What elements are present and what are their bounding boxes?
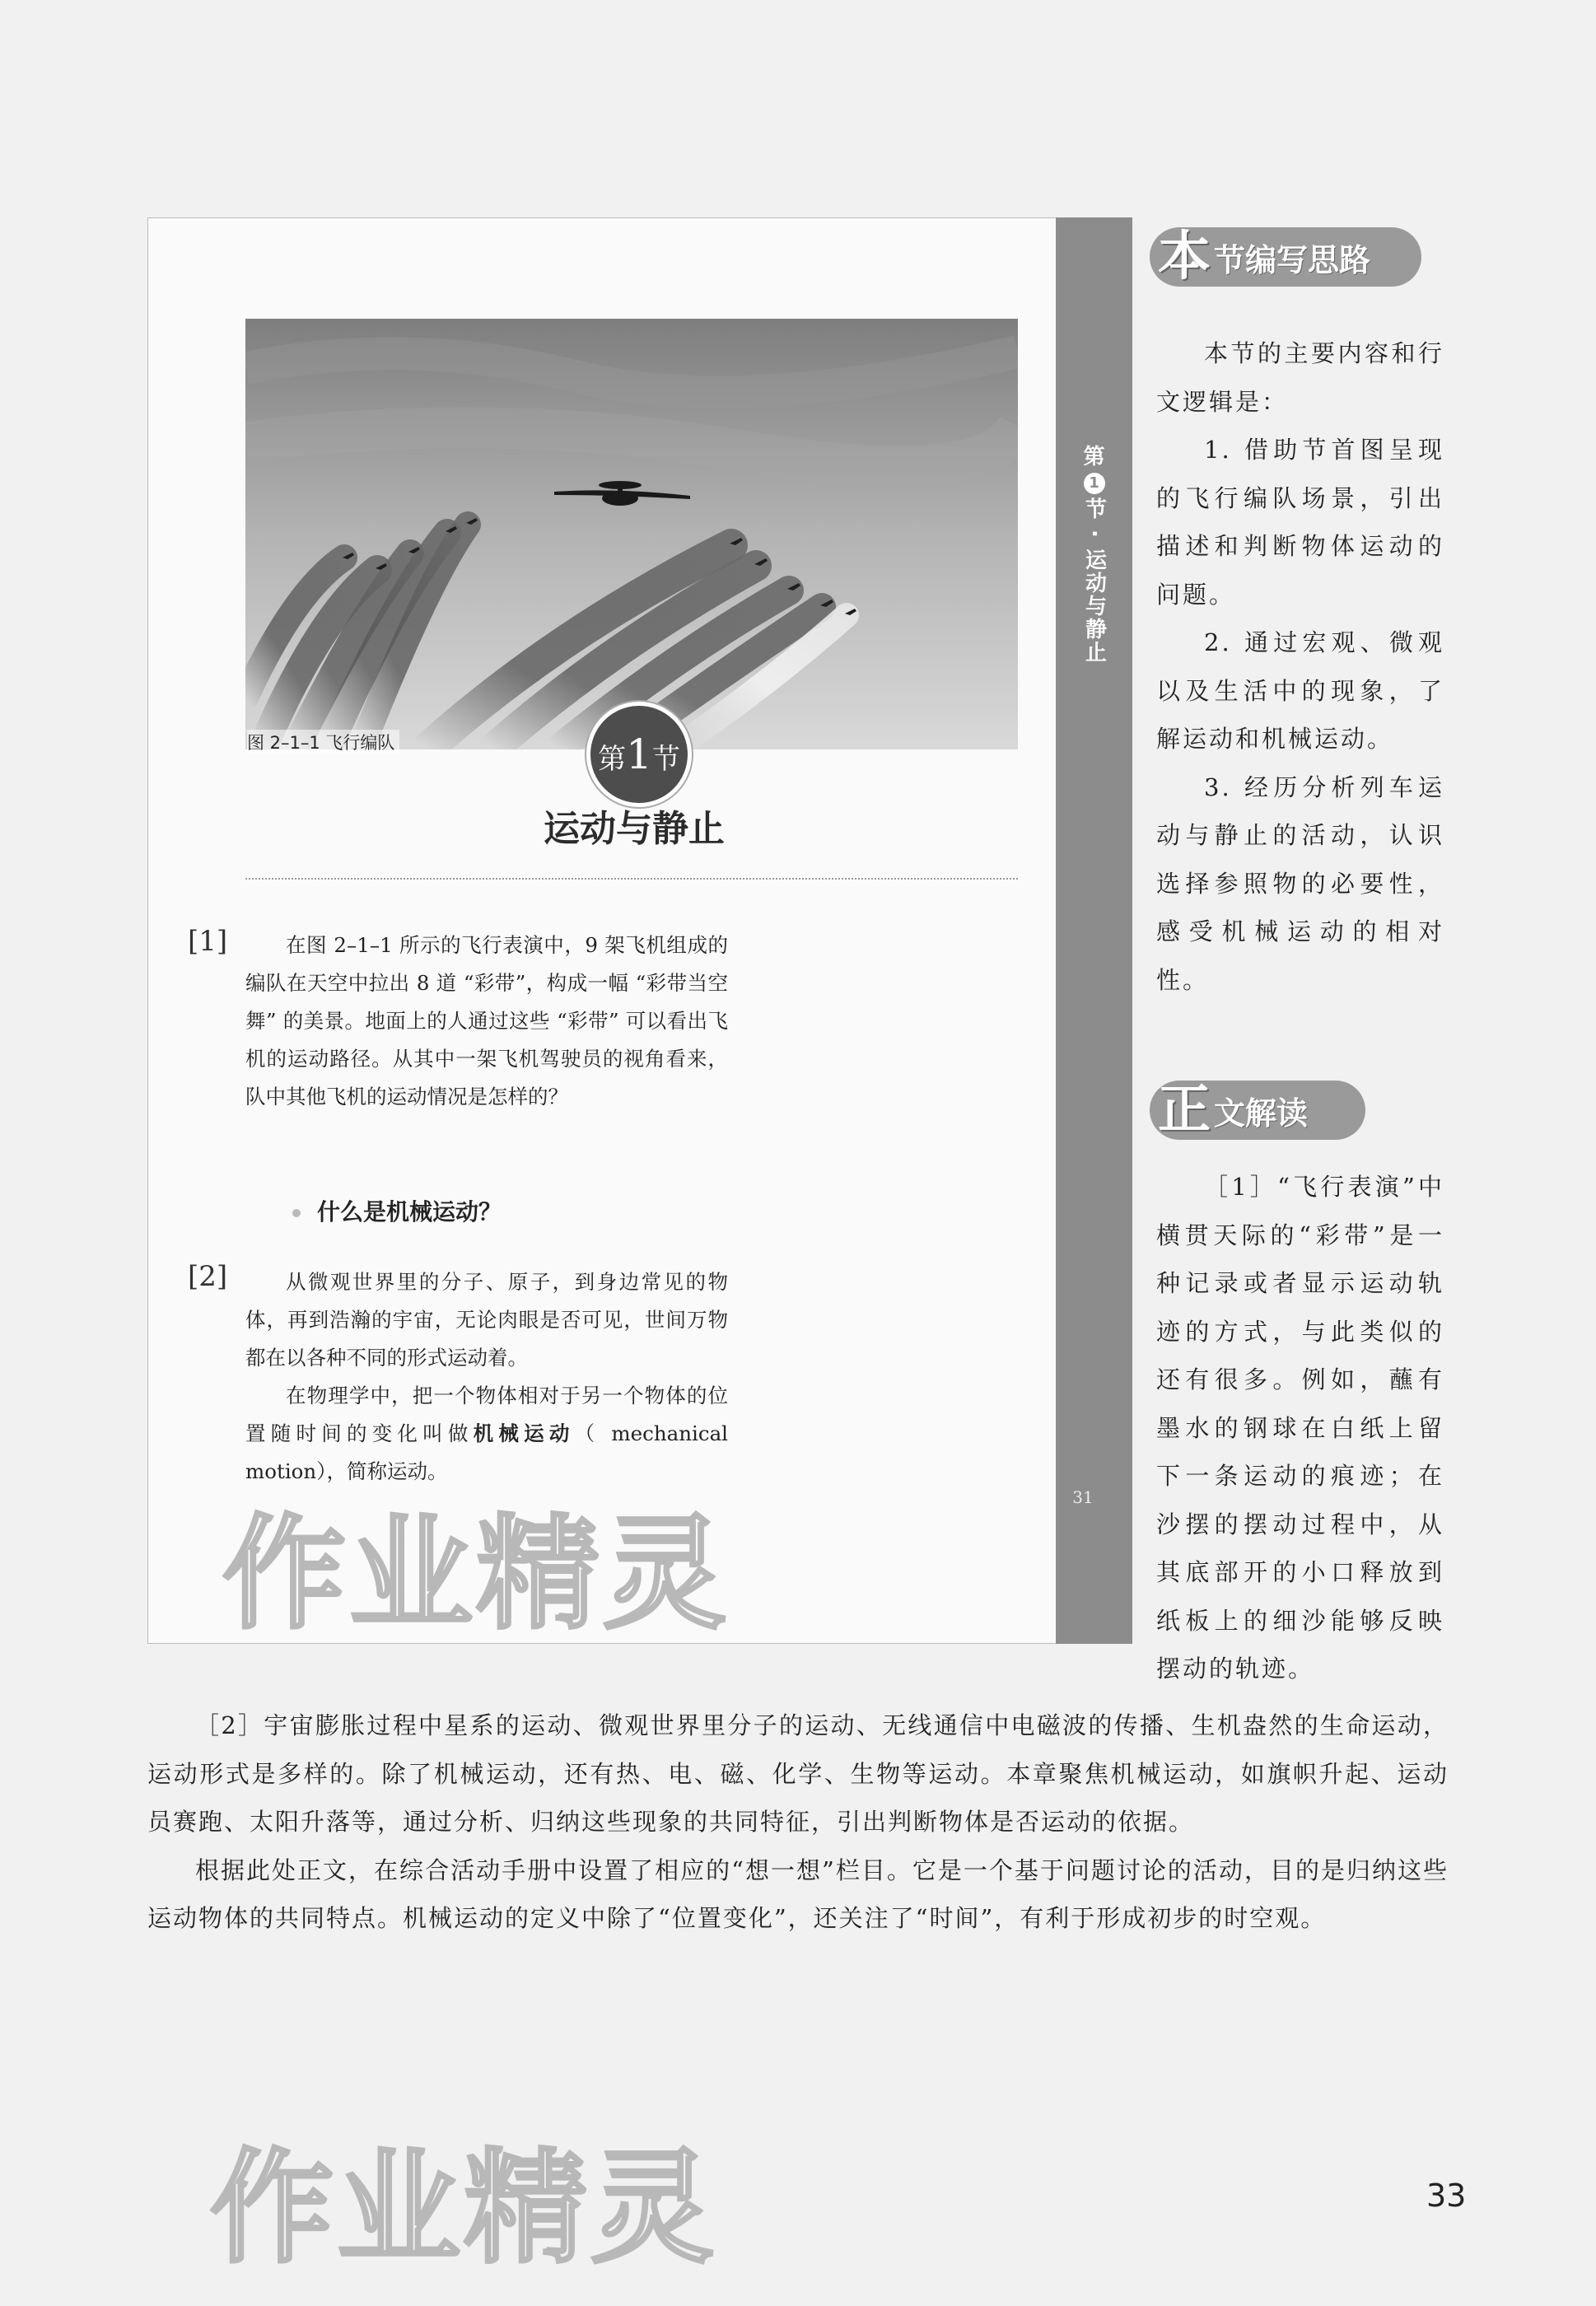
question-heading-text: 什么是机械运动？ (317, 1198, 502, 1225)
bottom-paragraph-2: 根据此处正文，在综合活动手册中设置了相应的“想一想”栏目。它是一个基于问题讨论的活动，目的是归纳这些运动物体的共同特点。机械运动的定义中除了“位置变化”，还关注了“时间”，有利于形成初步的时空观。 (147, 1856, 1449, 1932)
textbook-page-number: 31 (1072, 1487, 1094, 1507)
para-2-text: 从微观世界里的分子、原子，到身边常见的物体，再到浩瀚的宇宙，无论肉眼是否可见，世间万物都在以各种不同的形式运动着。 (245, 1270, 728, 1370)
watermark-lower: 作业精灵 (210, 2137, 718, 2280)
watermark-upper: 作业精灵 (222, 1503, 730, 1646)
side-label-number: 1 (1084, 473, 1105, 494)
sidebar-item: 3. 经历分析列车运动与静止的活动，认识选择参照物的必要性，感受机械运动的相对性。 (1156, 773, 1444, 994)
title-divider (245, 878, 1018, 880)
textbook-paragraph-2 (245, 1263, 728, 1491)
figure-caption: 图 2–1–1 飞行编队 (247, 730, 399, 754)
heading-2-rest: 文解读 (1214, 1095, 1309, 1132)
heading-writing-approach (1150, 227, 1421, 287)
bottom-explanation (147, 1701, 1449, 1943)
section-badge (586, 702, 692, 807)
para-3-after: （ mechanical motion），简称运动。 (245, 1421, 729, 1483)
badge-suffix: 节 (651, 743, 680, 776)
badge-prefix: 第 (598, 743, 627, 776)
side-label-text: 节 · 运动与静止 (1081, 497, 1107, 664)
badge-number: 1 (626, 731, 652, 778)
text-interpretation-note (1156, 1163, 1444, 1693)
sidebar-intro: 本节的主要内容和行文逻辑是： (1156, 339, 1444, 416)
heading-1-big-char: 本 (1158, 226, 1211, 287)
section-side-label (1056, 445, 1132, 664)
heading-1-rest: 节编写思路 (1214, 241, 1371, 278)
term-mechanical-motion: 机械运动 (473, 1421, 575, 1445)
side-label-prefix: 第 (1083, 445, 1105, 469)
writing-approach-text (1156, 329, 1444, 1004)
page-number: 33 (1426, 2178, 1467, 2214)
question-heading (292, 1194, 502, 1227)
section-title: 运动与静止 (544, 808, 725, 850)
textbook-paragraph-1 (245, 927, 728, 1116)
formation-flight-illustration (245, 319, 1018, 749)
para-3-before: 在物理学中，把一个物体相对于另一个物体的位置随时间的变化叫做 (245, 1384, 728, 1445)
para-1-text: 在图 2–1–1 所示的飞行表演中，9 架飞机组成的编队在天空中拉出 8 道 “彩带”，构成一幅 “彩带当空舞” 的美景。地面上的人通过这些 “彩带” 可以看出飞机的运动路径。从其中一架飞机驾驶员的视角看来，队中其他飞机的运动情况是怎样的？ (245, 933, 728, 1109)
sidebar-item: 1. 借助节首图呈现的飞行编队场景，引出描述和判断物体运动的问题。 (1156, 436, 1444, 609)
bottom-paragraph-1: ［2］宇宙膨胀过程中星系的运动、微观世界里分子的运动、无线通信中电磁波的传播、生机盎然的生命运动，运动形式是多样的。除了机械运动，还有热、电、磁、化学、生物等运动。本章聚焦机械运动，如旗帜升起、运动员赛跑、太阳升落等，通过分析、归纳这些现象的共同特征，引出判断物体是否运动的依据。 (147, 1711, 1449, 1836)
formation-flight-photo (245, 319, 1018, 749)
section-side-strip (1056, 217, 1132, 1644)
note-1-text: ［1］“飞行表演”中横贯天际的“彩带”是一种记录或者显示运动轨迹的方式，与此类似的还有很多。例如，蘸有墨水的钢球在白纸上留下一条运动的痕迹；在沙摆的摆动过程中，从其底部开的小口释放到纸板上的细沙能够反映摆动的轨迹。 (1156, 1173, 1444, 1683)
heading-2-big-char: 正 (1158, 1080, 1211, 1141)
paragraph-marker-1: [1] (188, 925, 228, 958)
heading-text-interpretation (1150, 1081, 1365, 1140)
sidebar-item: 2. 通过宏观、微观以及生活中的现象，了解运动和机械运动。 (1156, 628, 1444, 753)
paragraph-marker-2: [2] (188, 1260, 228, 1293)
